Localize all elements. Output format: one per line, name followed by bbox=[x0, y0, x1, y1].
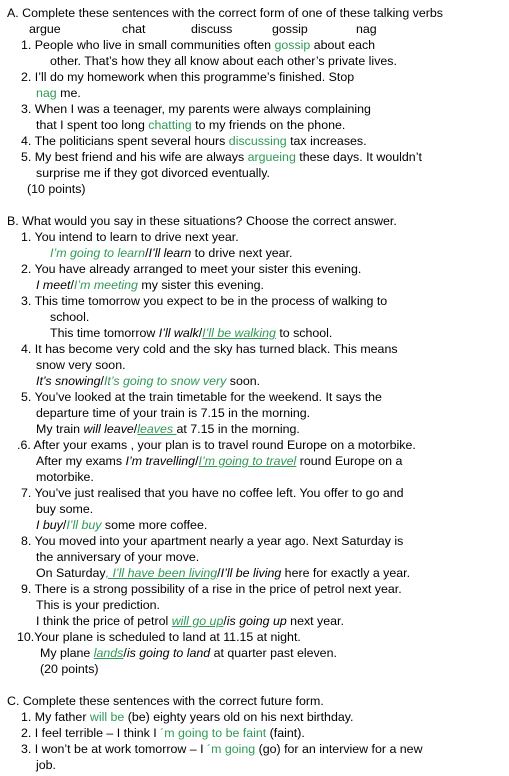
a-item-3: 3. When I was a teenager, my parents were always complaining bbox=[21, 102, 371, 116]
section-c-heading: C. Complete these sentences with the correct future form. bbox=[7, 694, 324, 708]
b-item-7: 7. You’ve just realised that you have no coffee left. You offer to go and bbox=[21, 486, 404, 500]
answer: discussing bbox=[228, 134, 287, 148]
b-item-5-answer: My train will leave/leaves at 7.15 in the morning. bbox=[36, 422, 300, 436]
a-points: (10 points) bbox=[27, 182, 86, 196]
b-item-3-answer: This time tomorrow I’ll walk/I’ll be walking to school. bbox=[50, 326, 333, 340]
b-item-2: 2. You have already arranged to meet your sister this evening. bbox=[21, 262, 362, 276]
a-item-4: 4. The politicians spent several hours discussing tax increases. bbox=[21, 134, 367, 148]
b-item-8-answer: On Saturday, I’ll have been living/I’ll be living here for exactly a year. bbox=[36, 566, 411, 580]
b-item-8: 8. You moved into your apartment nearly a year ago. Next Saturday is bbox=[21, 534, 404, 548]
b-item-9-answer: I think the price of petrol will go up/is going up next year. bbox=[36, 614, 344, 628]
answer: argueing bbox=[247, 150, 296, 164]
answer: ´m going to be faint bbox=[160, 726, 267, 740]
a-item-5: 5. My best friend and his wife are always argueing these days. It wouldn’t bbox=[21, 150, 422, 164]
a-item-2: 2. I’ll do my homework when this programme’s finished. Stop bbox=[21, 70, 355, 84]
a-item-3-cont: that I spent too long chatting to my friends on the phone. bbox=[36, 118, 346, 132]
b-item-2-answer: I meet/I’m meeting my sister this evening. bbox=[36, 278, 264, 292]
answer: gossip bbox=[274, 38, 311, 52]
b-item-4-answer: It’s snowing/It’s going to snow very soon. bbox=[36, 374, 261, 388]
b-points: (20 points) bbox=[40, 662, 99, 676]
verb-nag: nag bbox=[356, 22, 377, 36]
b-item-6-answer: After my exams I’m travelling/I’m going to travel round Europe on a bbox=[36, 454, 403, 468]
a-item-1: 1. People who live in small communities often gossip about each bbox=[21, 38, 376, 52]
c-item-3-cont: job. bbox=[36, 758, 56, 772]
b-item-10: 10.Your plane is scheduled to land at 11.15 at night. bbox=[17, 630, 301, 644]
section-b-heading: B. What would you say in these situations? Choose the correct answer. bbox=[7, 214, 397, 228]
b-item-7-answer: I buy/I’ll buy some more coffee. bbox=[36, 518, 208, 532]
c-item-1: 1. My father will be (be) eighty years old on his next birthday. bbox=[21, 710, 354, 724]
c-item-2: 2. I feel terrible – I think I ´m going to be faint (faint). bbox=[21, 726, 305, 740]
answer: will be bbox=[89, 710, 125, 724]
section-a-heading: A. Complete these sentences with the correct form of one of these talking verbs bbox=[7, 6, 443, 20]
b-item-1: 1. You intend to learn to drive next year. bbox=[21, 230, 239, 244]
b-item-6-answer-cont: motorbike. bbox=[36, 470, 94, 484]
b-item-8-cont: the anniversary of your move. bbox=[36, 550, 200, 564]
b-item-9-cont: This is your prediction. bbox=[36, 598, 160, 612]
verb-chat: chat bbox=[122, 22, 146, 36]
b-item-4-cont: snow very soon. bbox=[36, 358, 126, 372]
b-item-5: 5. You’ve looked at the train timetable for the weekend. It says the bbox=[21, 390, 382, 404]
b-item-5-cont: departure time of your train is 7.15 in the morning. bbox=[36, 406, 311, 420]
b-item-10-answer: My plane lands/is going to land at quarter past eleven. bbox=[40, 646, 337, 660]
b-item-9: 9. There is a strong possibility of a rise in the price of petrol next year. bbox=[21, 582, 402, 596]
verb-argue: argue bbox=[29, 22, 61, 36]
b-item-7-cont: buy some. bbox=[36, 502, 94, 516]
answer: chatting bbox=[148, 118, 192, 132]
b-item-3: 3. This time tomorrow you expect to be in the process of walking to bbox=[21, 294, 388, 308]
a-item-1-cont: other. That’s how they all know about each other’s private lives. bbox=[50, 54, 397, 68]
verb-discuss: discuss bbox=[191, 22, 233, 36]
a-item-5-cont: surprise me if they got divorced eventually. bbox=[36, 166, 270, 180]
verb-gossip: gossip bbox=[272, 22, 308, 36]
c-item-3: 3. I won’t be at work tomorrow – I ´m going (go) for an interview for a new bbox=[21, 742, 423, 756]
answer: ´m going bbox=[206, 742, 256, 756]
b-item-4: 4. It has become very cold and the sky has turned black. This means bbox=[21, 342, 398, 356]
b-item-1-answer: I’m going to learn/I’ll learn to drive next year. bbox=[50, 246, 293, 260]
answer: nag bbox=[36, 86, 57, 100]
a-item-2-cont: nag me. bbox=[36, 86, 81, 100]
b-item-3-cont: school. bbox=[50, 310, 90, 324]
b-item-6: .6. After your exams , your plan is to travel round Europe on a motorbike. bbox=[17, 438, 416, 452]
